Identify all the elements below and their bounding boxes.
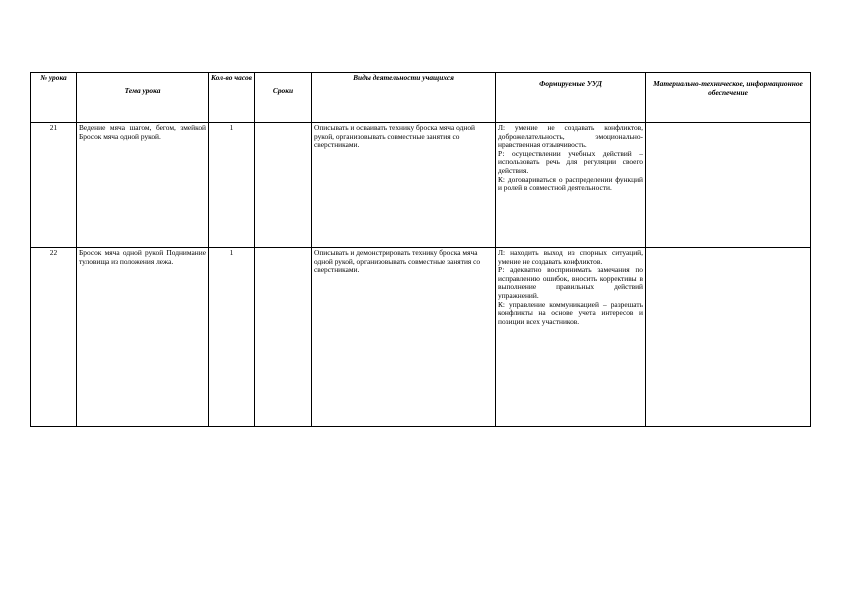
header-student-activities: Виды деятельности учащихся bbox=[312, 73, 496, 123]
uud-regulatory: Р: осуществлении учебных действий – использовать речь для регуляции своего действия. bbox=[498, 148, 643, 175]
header-dates: Сроки bbox=[255, 73, 312, 123]
cell-materials bbox=[646, 248, 811, 427]
cell-student-activities: Описывать и осваивать технику броска мяча одной рукой, организовывать совместные занятия со сверстниками. bbox=[312, 123, 496, 248]
cell-hours-count: 1 bbox=[209, 248, 255, 427]
uud-communicative: К: управление коммуникацией – разрешать конфликты на основе учета интересов и позиции всех участников. bbox=[498, 299, 643, 326]
cell-dates bbox=[255, 123, 312, 248]
uud-personal: Л: умение не создавать конфликтов, доброжелательность, эмоционально-нравственная отзывчивость. bbox=[498, 123, 643, 150]
cell-learning-skills bbox=[496, 248, 646, 427]
table-row bbox=[31, 123, 811, 248]
cell-hours-count: 1 bbox=[209, 123, 255, 248]
cell-student-activities: Описывать и демонстрировать технику броска мяча одной рукой, организовывать совместные занятия со сверстниками. bbox=[312, 248, 496, 427]
cell-materials bbox=[646, 123, 811, 248]
header-lesson-number: № урока bbox=[31, 73, 77, 123]
cell-lesson-number: 22 bbox=[31, 248, 77, 427]
cell-dates bbox=[255, 248, 312, 427]
cell-lesson-number: 21 bbox=[31, 123, 77, 248]
uud-regulatory: Р: адекватно воспринимать замечания по исправлению ошибок, вносить коррективы в выполнение правильных действий упражнений. bbox=[498, 265, 643, 300]
header-hours-count: Кол-во часов bbox=[209, 73, 255, 123]
cell-lesson-topic: Ведение мяча шагом, бегом, змейкой Бросок мяча одной рукой. bbox=[77, 123, 209, 248]
header-learning-skills: Формируемые УУД bbox=[496, 73, 646, 123]
header-materials: Материально-техническое, информационное обеспечение bbox=[646, 73, 811, 123]
header-row bbox=[31, 73, 811, 123]
cell-learning-skills bbox=[496, 123, 646, 248]
table-row bbox=[31, 248, 811, 427]
cell-lesson-topic: Бросок мяча одной рукой Поднимание туловища из положения лежа. bbox=[77, 248, 209, 427]
uud-personal: Л: находить выход из спорных ситуаций, умение не создавать конфликтов. bbox=[498, 248, 643, 266]
header-lesson-topic: Тема урока bbox=[77, 73, 209, 123]
lesson-plan-table bbox=[30, 72, 811, 427]
uud-communicative: К: договариваться о распределении функций и ролей в совместной деятельности. bbox=[498, 174, 643, 193]
